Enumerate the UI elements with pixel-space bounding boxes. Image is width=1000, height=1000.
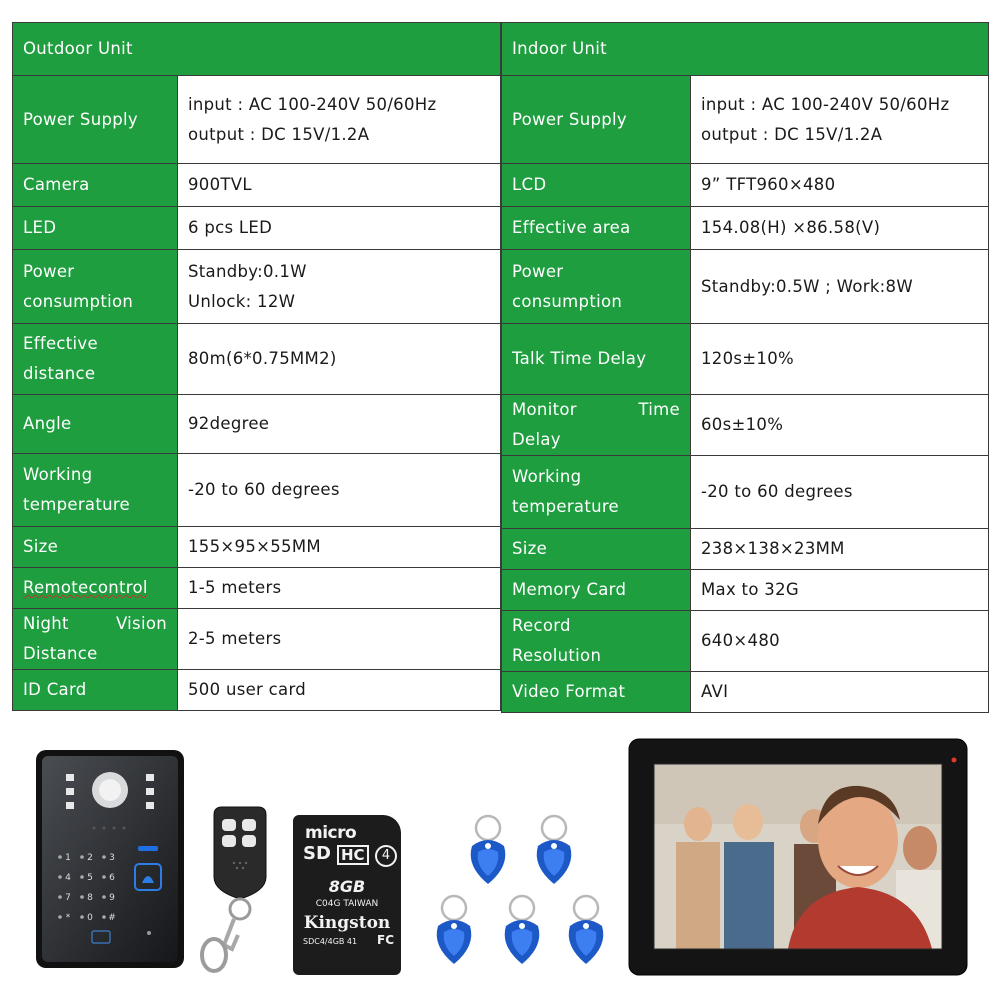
indoor-record-resolution-value: 640×480 (691, 611, 989, 672)
rfid-tag-1 (471, 816, 506, 884)
outdoor-unit-header: Outdoor Unit (13, 23, 501, 76)
svg-text:6: 6 (109, 873, 115, 883)
indoor-lcd-value: 9” TFT960×480 (691, 164, 989, 207)
outdoor-spec-table (12, 22, 501, 711)
svg-text:*: * (65, 913, 71, 923)
indoor-monitor-time-delay-value: 60s±10% (691, 395, 989, 456)
outdoor-effective-distance-label: Effective distance (13, 324, 178, 395)
rfid-tag-5 (569, 896, 604, 964)
sd-maker: Kingston (303, 913, 391, 933)
svg-text:0: 0 (87, 913, 93, 923)
rfid-tag-3 (437, 896, 472, 964)
svg-text:1: 1 (65, 853, 71, 863)
indoor-memory-card-value: Max to 32G (691, 570, 989, 611)
rfid-tag-4 (505, 896, 540, 964)
sd-model: SDC4/4GB 41 (303, 937, 358, 946)
outdoor-effective-distance-value: 80m(6*0.75MM2) (178, 324, 501, 395)
svg-text:3: 3 (109, 853, 115, 863)
indoor-working-temperature-value: -20 to 60 degrees (691, 456, 989, 529)
outdoor-angle-value: 92degree (178, 395, 501, 454)
indoor-spec-table (501, 22, 989, 713)
indoor-effective-area-label: Effective area (502, 207, 691, 250)
outdoor-remotecontrol-value: 1-5 meters (178, 568, 501, 609)
outdoor-remotecontrol-label: Remotecontrol (13, 568, 178, 609)
indoor-monitor-image (628, 738, 968, 976)
svg-text:#: # (108, 913, 116, 923)
svg-text:2: 2 (87, 853, 93, 863)
indoor-lcd-label: LCD (502, 164, 691, 207)
indoor-talk-time-delay-label: Talk Time Delay (502, 324, 691, 395)
indoor-memory-card-label: Memory Card (502, 570, 691, 611)
sd-fc-mark: FC (377, 933, 395, 947)
outdoor-working-temperature-value: -20 to 60 degrees (178, 454, 501, 527)
outdoor-size-label: Size (13, 527, 178, 568)
rfid-tag-2 (537, 816, 572, 884)
indoor-working-temperature-label: Working temperature (502, 456, 691, 529)
outdoor-led-label: LED (13, 207, 178, 250)
rfid-tags-image (430, 812, 615, 984)
outdoor-doorbell-unit-image (34, 748, 186, 970)
indoor-size-value: 238×138×23MM (691, 529, 989, 570)
outdoor-camera-value: 900TVL (178, 164, 501, 207)
sd-logo: SD (303, 843, 331, 864)
outdoor-camera-label: Camera (13, 164, 178, 207)
sd-origin: C04G TAIWAN (315, 899, 379, 909)
outdoor-power-consumption-value: Standby:0.1W Unlock: 12W (178, 250, 501, 324)
outdoor-power-consumption-label: Power consumption (13, 250, 178, 324)
indoor-power-consumption-label: Power consumption (502, 250, 691, 324)
sd-brand-micro: micro (305, 823, 357, 843)
outdoor-night-vision-value: 2-5 meters (178, 609, 501, 670)
indoor-video-format-value: AVI (691, 672, 989, 713)
svg-text:8: 8 (87, 893, 93, 903)
outdoor-night-vision-label: Night Vision Distance (13, 609, 178, 670)
indoor-power-supply-label: Power Supply (502, 76, 691, 164)
svg-text:5: 5 (87, 873, 93, 883)
outdoor-size-value: 155×95×55MM (178, 527, 501, 568)
outdoor-power-supply-value: input : AC 100-240V 50/60Hz output : DC 15V/1.2A (178, 76, 501, 164)
outdoor-led-value: 6 pcs LED (178, 207, 501, 250)
outdoor-id-card-label: ID Card (13, 670, 178, 711)
indoor-talk-time-delay-value: 120s±10% (691, 324, 989, 395)
outdoor-power-supply-label: Power Supply (13, 76, 178, 164)
indoor-power-consumption-value: Standby:0.5W ; Work:8W (691, 250, 989, 324)
outdoor-angle-label: Angle (13, 395, 178, 454)
svg-text:7: 7 (65, 893, 71, 903)
microsd-card-image (293, 815, 401, 975)
indoor-monitor-time-delay-label: Monitor Time Delay (502, 395, 691, 456)
svg-text:4: 4 (65, 873, 71, 883)
remote-keyfob-image (190, 805, 290, 977)
indoor-effective-area-value: 154.08(H) ×86.58(V) (691, 207, 989, 250)
sd-class-badge: 4 (375, 845, 397, 867)
indoor-video-format-label: Video Format (502, 672, 691, 713)
outdoor-working-temperature-label: Working temperature (13, 454, 178, 527)
sd-hc-logo: HC (337, 845, 369, 865)
indoor-unit-header: Indoor Unit (502, 23, 989, 76)
outdoor-id-card-value: 500 user card (178, 670, 501, 711)
sd-capacity: 8GB (328, 877, 366, 896)
svg-text:9: 9 (109, 893, 115, 903)
indoor-size-label: Size (502, 529, 691, 570)
indoor-power-supply-value: input : AC 100-240V 50/60Hz output : DC 15V/1.2A (691, 76, 989, 164)
indoor-record-resolution-label: Record Resolution (502, 611, 691, 672)
